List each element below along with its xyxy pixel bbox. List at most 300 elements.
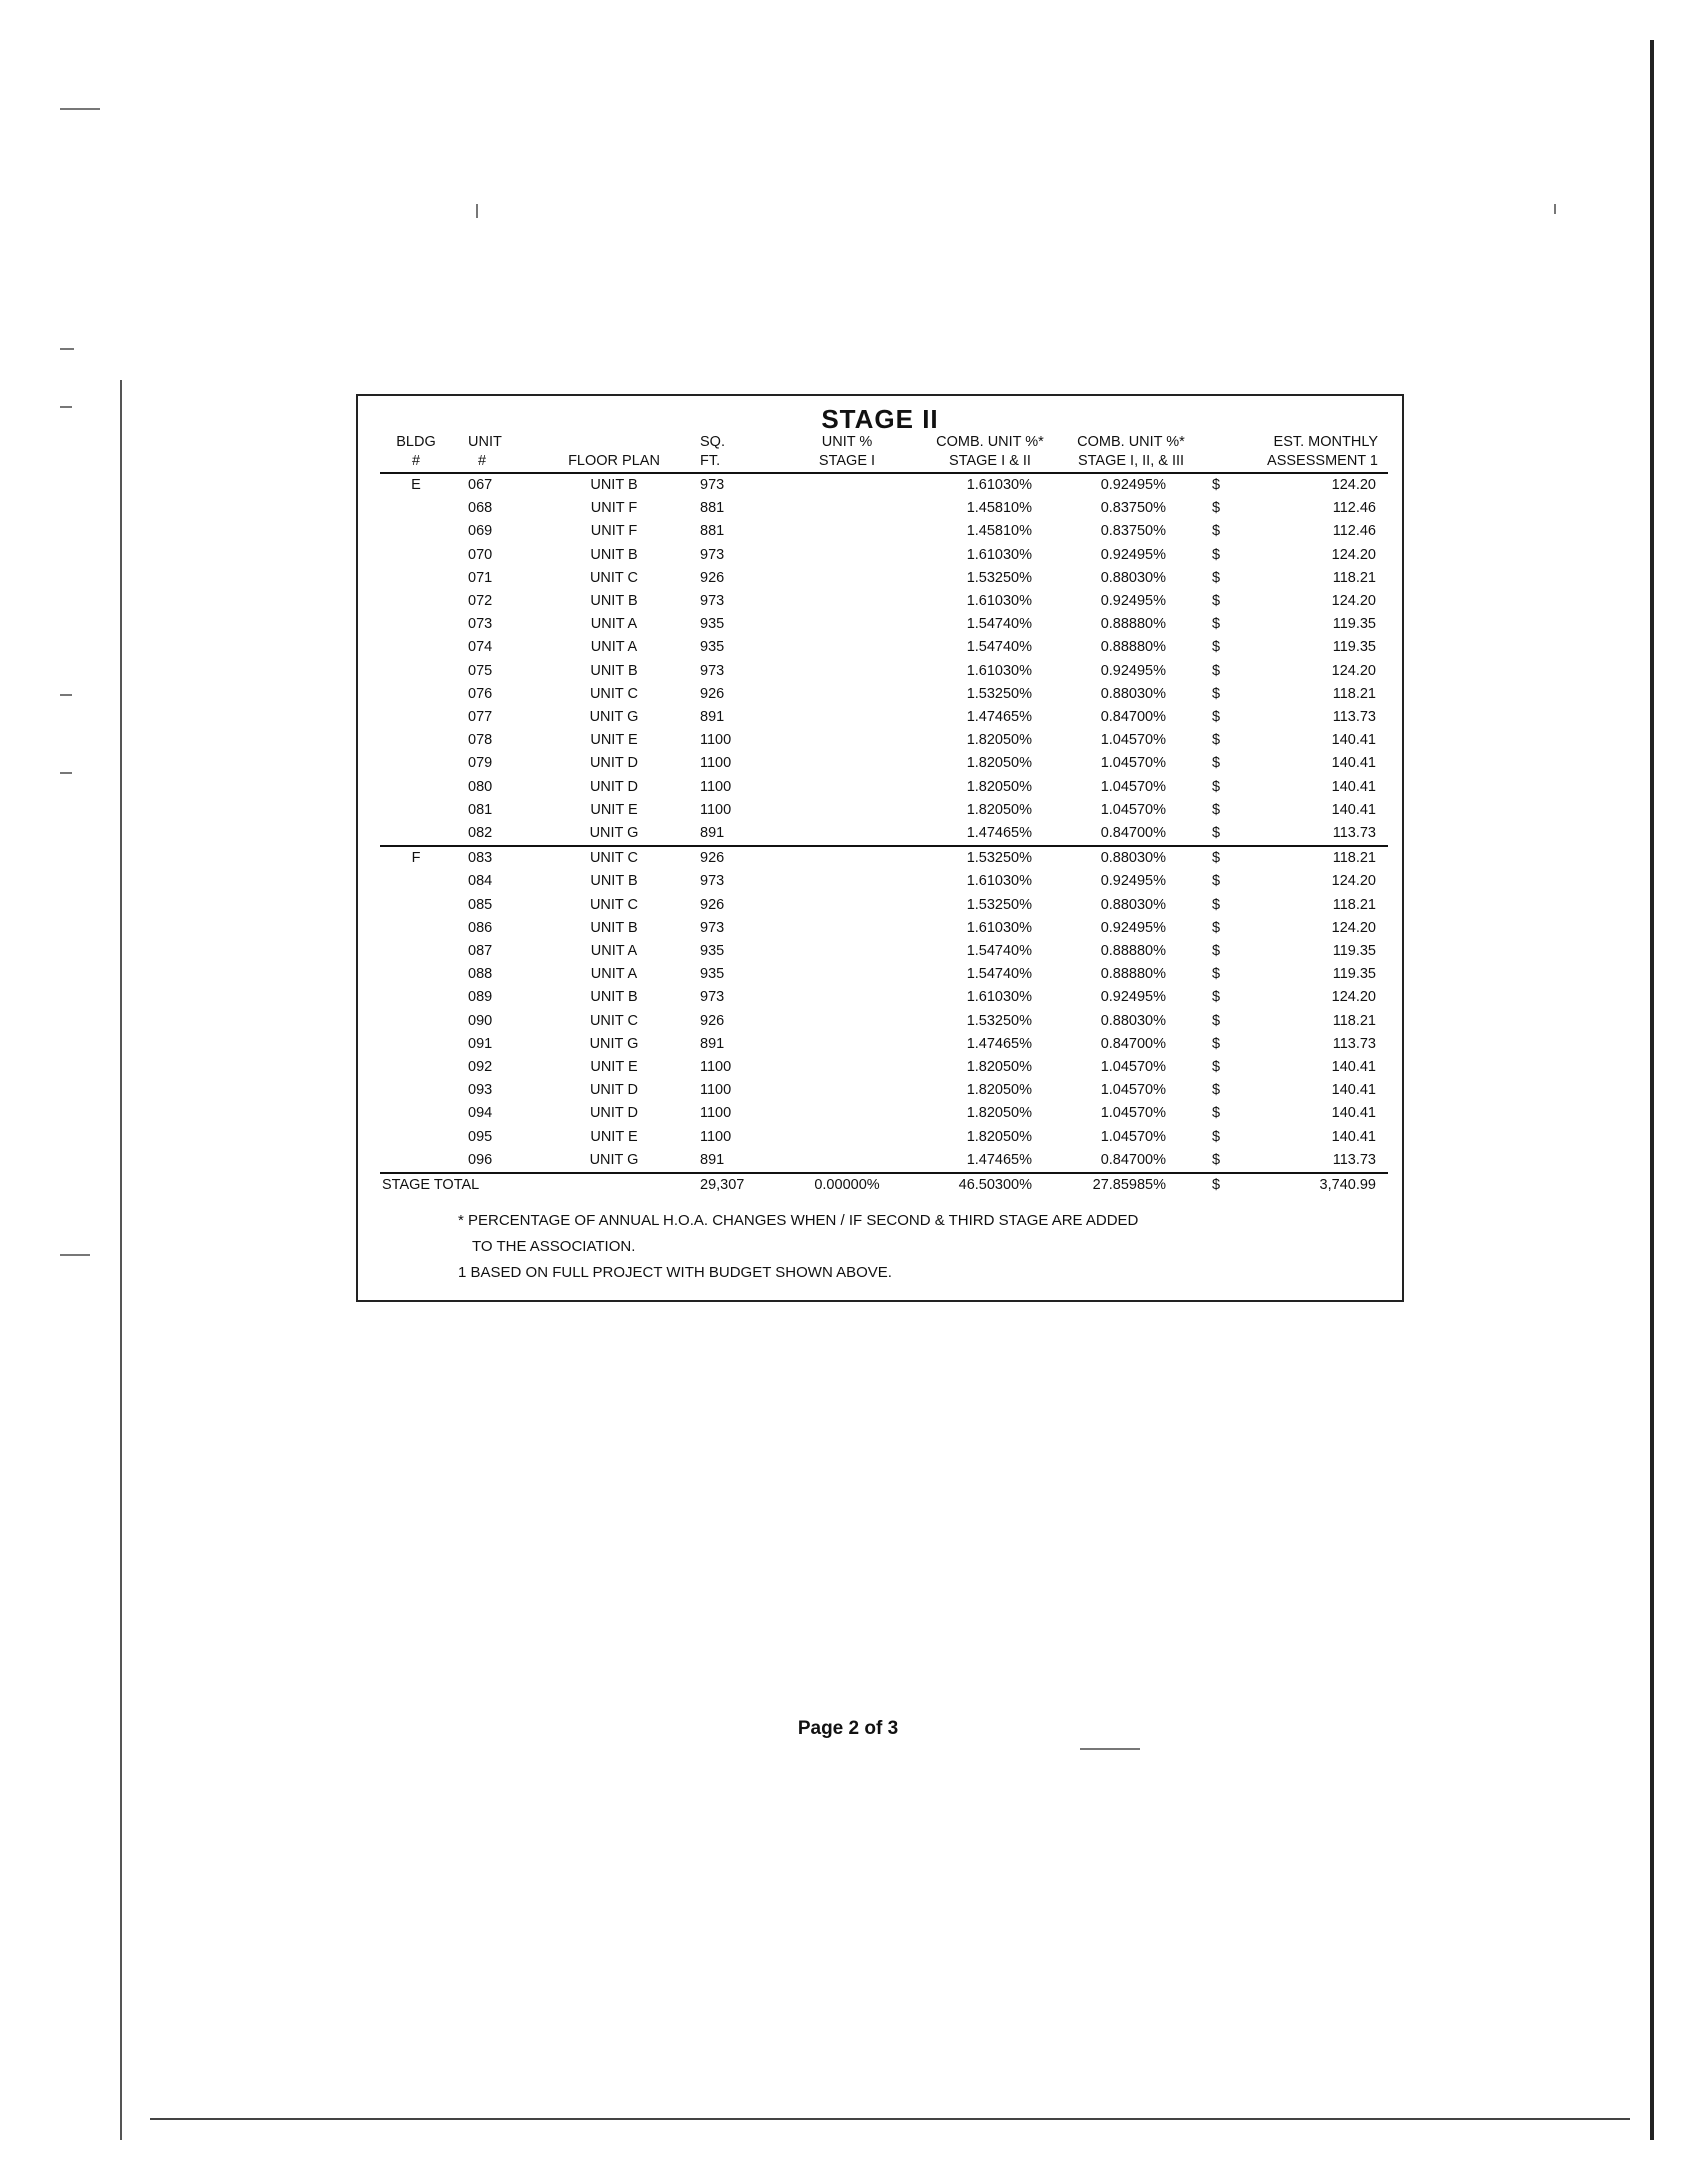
cell-unit-pct-stage1 [778,567,916,590]
header-sq-ft-2: FT. [698,453,778,473]
cell-unit-pct-stage1 [778,870,916,893]
stage-total-dollar: $ [1198,1173,1242,1197]
cell-dollar-sign: $ [1212,919,1221,936]
table-row [380,776,1388,799]
cell-comb-pct-12: 1.47465% [966,1151,1032,1168]
scan-speck [60,406,72,408]
cell-dollar-sign: $ [1212,989,1221,1006]
cell-floor-plan: UNIT B [590,662,638,679]
cell-floor-plan: UNIT A [590,943,638,960]
table-row [380,1056,1388,1079]
cell-dollar-sign: $ [1212,523,1221,540]
cell-unit-number: 089 [468,989,493,1006]
cell-dollar-sign: $ [1212,477,1221,493]
cell-floor-plan: UNIT B [590,873,638,890]
table-row [380,660,1388,683]
cell-floor-plan: UNIT A [590,639,638,656]
cell-floor-plan: UNIT B [590,989,638,1006]
cell-monthly-assessment: 112.46 [1332,500,1376,517]
cell-comb-pct-12: 1.61030% [966,546,1032,563]
cell-dollar-sign: $ [1212,1082,1221,1099]
header-bldg-2: # [380,453,452,473]
stage-total-label: STAGE TOTAL [380,1173,698,1197]
cell-comb-pct-123: 0.88030% [1100,1012,1166,1029]
cell-unit-pct-stage1 [778,520,916,543]
cell-bldg [380,1079,452,1102]
header-assessment-2: ASSESSMENT 1 [1198,453,1388,473]
cell-floor-plan: UNIT B [590,919,638,936]
cell-unit-number: 081 [468,801,493,818]
cell-unit-number: 067 [468,477,493,493]
cell-floor-plan: UNIT A [590,966,638,983]
header-row-1 [380,434,1388,453]
stage-table-box [356,394,1404,1302]
cell-bldg [380,822,452,846]
scan-edge-left [120,380,122,2140]
cell-unit-pct-stage1 [778,613,916,636]
cell-unit-number: 075 [468,662,493,679]
cell-monthly-assessment: 124.20 [1331,662,1376,679]
stage-total-amount: 3,740.99 [1242,1173,1388,1197]
cell-comb-pct-123: 0.83750% [1100,523,1166,540]
cell-unit-number: 068 [468,500,493,517]
cell-unit-number: 092 [468,1059,493,1076]
cell-sq-ft: 926 [700,685,725,702]
scan-speck [476,204,478,218]
cell-dollar-sign: $ [1212,755,1221,772]
cell-comb-pct-123: 0.92495% [1100,593,1166,610]
cell-unit-pct-stage1 [778,917,916,940]
cell-comb-pct-12: 1.82050% [966,778,1032,795]
cell-comb-pct-123: 0.84700% [1100,1151,1166,1168]
cell-sq-ft: 1100 [700,732,732,749]
cell-bldg: E [411,477,421,493]
cell-sq-ft: 891 [700,709,725,726]
cell-bldg [380,1056,452,1079]
footnote-line: * PERCENTAGE OF ANNUAL H.O.A. CHANGES WHEN / IF SECOND & THIRD STAGE ARE ADDED [458,1212,1139,1229]
cell-sq-ft: 1100 [700,1059,732,1076]
cell-comb-pct-123: 0.88880% [1100,943,1166,960]
cell-floor-plan: UNIT C [589,685,639,702]
table-row [380,1079,1388,1102]
cell-floor-plan: UNIT D [589,1105,639,1122]
cell-unit-number: 093 [468,1082,493,1099]
cell-floor-plan: UNIT G [589,825,639,842]
cell-monthly-assessment: 118.21 [1332,685,1376,702]
cell-floor-plan: UNIT C [589,569,639,586]
cell-dollar-sign: $ [1212,1105,1221,1122]
cell-unit-pct-stage1 [778,473,916,497]
scan-speck [1080,1748,1140,1750]
cell-bldg [380,1102,452,1125]
cell-sq-ft: 973 [700,593,725,610]
cell-dollar-sign: $ [1212,966,1221,983]
cell-bldg [380,520,452,543]
cell-unit-number: 076 [468,685,493,702]
cell-unit-pct-stage1 [778,1126,916,1149]
table-row [380,706,1388,729]
cell-dollar-sign: $ [1212,685,1221,702]
cell-monthly-assessment: 112.46 [1332,523,1376,540]
stage-total-sqft: 29,307 [698,1173,778,1197]
cell-floor-plan: UNIT B [590,546,638,563]
cell-unit-pct-stage1 [778,1102,916,1125]
cell-comb-pct-123: 1.04570% [1100,778,1166,795]
table-row [380,590,1388,613]
cell-monthly-assessment: 140.41 [1331,801,1376,818]
cell-monthly-assessment: 140.41 [1331,1059,1376,1076]
cell-comb-pct-123: 1.04570% [1100,801,1166,818]
scan-speck [60,694,72,696]
cell-bldg [380,567,452,590]
cell-unit-pct-stage1 [778,940,916,963]
cell-unit-number: 082 [468,825,493,842]
cell-bldg [380,1149,452,1173]
cell-unit-number: 096 [468,1151,493,1168]
scan-edge-right [1650,40,1654,2140]
table-row [380,870,1388,893]
cell-unit-pct-stage1 [778,544,916,567]
cell-comb-pct-12: 1.53250% [916,846,1064,870]
cell-dollar-sign: $ [1212,593,1221,610]
cell-comb-pct-12: 1.82050% [966,1059,1032,1076]
header-bldg-1: BLDG [396,434,436,450]
cell-monthly-assessment: 118.21 [1332,569,1376,586]
cell-unit-pct-stage1 [778,1010,916,1033]
cell-sq-ft: 891 [700,1035,725,1052]
cell-floor-plan: UNIT D [589,755,639,772]
cell-bldg [380,544,452,567]
cell-comb-pct-12: 1.61030% [966,919,1032,936]
cell-unit-number: 091 [468,1035,493,1052]
cell-bldg [380,636,452,659]
cell-dollar-sign: $ [1212,896,1221,913]
cell-comb-pct-123: 0.83750% [1100,500,1166,517]
cell-monthly-assessment: 124.20 [1331,593,1376,610]
cell-monthly-assessment: 140.41 [1331,778,1376,795]
cell-floor-plan: UNIT A [590,616,638,633]
cell-dollar-sign: $ [1212,778,1221,795]
cell-comb-pct-12: 1.53250% [966,569,1032,586]
cell-floor-plan: UNIT D [589,1082,639,1099]
cell-dollar-sign: $ [1212,616,1221,633]
table-row [380,1010,1388,1033]
cell-comb-pct-12: 1.54740% [966,639,1032,656]
header-comb-123-2: STAGE I, II, & III [1064,453,1198,473]
cell-monthly-assessment: 140.41 [1331,1082,1376,1099]
cell-monthly-assessment: 118.21 [1242,846,1388,870]
page-number: Page 2 of 3 [797,1718,899,1739]
cell-unit-pct-stage1 [778,776,916,799]
cell-comb-pct-123: 0.92495% [1100,873,1166,890]
cell-unit-pct-stage1 [778,822,916,846]
cell-bldg [380,986,452,1009]
cell-comb-pct-123: 0.92495% [1100,919,1166,936]
cell-unit-pct-stage1 [778,706,916,729]
cell-comb-pct-123: 0.88880% [1100,639,1166,656]
table-row [380,1149,1388,1173]
scan-speck [60,348,74,350]
table-row [380,613,1388,636]
cell-monthly-assessment: 124.20 [1331,919,1376,936]
cell-unit-pct-stage1 [778,660,916,683]
cell-sq-ft: 935 [700,966,725,983]
cell-sq-ft: 973 [700,477,725,493]
table-row [380,683,1388,706]
cell-bldg [380,706,452,729]
cell-comb-pct-123: 1.04570% [1100,1128,1166,1145]
footnote-line: 1 BASED ON FULL PROJECT WITH BUDGET SHOWN ABOVE. [458,1264,892,1281]
stage-total-comb123: 27.85985% [1064,1173,1198,1197]
cell-comb-pct-123: 0.88030% [1100,685,1166,702]
cell-unit-pct-stage1 [778,1056,916,1079]
cell-monthly-assessment: 118.21 [1332,896,1376,913]
cell-dollar-sign: $ [1212,1035,1221,1052]
cell-comb-pct-123: 0.84700% [1100,825,1166,842]
header-assessment-1: EST. MONTHLY [1273,434,1378,450]
cell-monthly-assessment: 113.73 [1332,1035,1376,1052]
cell-unit-number: 088 [468,966,493,983]
cell-monthly-assessment: 119.35 [1332,639,1376,656]
cell-unit-number: 069 [468,523,493,540]
header-row-2 [380,453,1388,473]
cell-bldg [380,1126,452,1149]
cell-unit-number: 085 [468,896,493,913]
cell-sq-ft: 926 [700,569,725,586]
table-row [380,1126,1388,1149]
cell-sq-ft: 891 [700,1151,725,1168]
cell-sq-ft: 1100 [700,1105,732,1122]
cell-unit-number: 074 [468,639,493,656]
cell-bldg [380,729,452,752]
cell-bldg [380,613,452,636]
cell-floor-plan: UNIT C [589,1012,639,1029]
cell-unit-pct-stage1 [778,590,916,613]
cell-sq-ft: 881 [700,523,725,540]
cell-unit-number: 073 [468,616,493,633]
cell-sq-ft: 891 [700,825,725,842]
cell-comb-pct-12: 1.82050% [966,801,1032,818]
cell-bldg: F [380,846,452,870]
cell-comb-pct-123: 0.88880% [1100,616,1166,633]
scan-speck [60,772,72,774]
cell-sq-ft: 973 [700,662,725,679]
cell-comb-pct-123: 1.04570% [1100,1059,1166,1076]
cell-comb-pct-123: 1.04570% [1100,732,1166,749]
stage-total-pct1: 0.00000% [778,1173,916,1197]
cell-comb-pct-12: 1.54740% [966,616,1032,633]
cell-sq-ft: 973 [700,919,725,936]
cell-bldg [380,940,452,963]
cell-bldg [380,660,452,683]
cell-floor-plan: UNIT C [530,846,698,870]
cell-dollar-sign: $ [1212,1059,1221,1076]
cell-comb-pct-12: 1.61030% [966,477,1032,493]
cell-monthly-assessment: 124.20 [1331,546,1376,563]
cell-unit-pct-stage1 [778,894,916,917]
cell-comb-pct-12: 1.47465% [966,1035,1032,1052]
cell-comb-pct-12: 1.61030% [966,873,1032,890]
header-sq-ft-1: SQ. [700,434,725,450]
cell-monthly-assessment: 124.20 [1331,989,1376,1006]
cell-comb-pct-12: 1.82050% [966,732,1032,749]
cell-dollar-sign: $ [1212,1128,1221,1145]
table-row [380,544,1388,567]
cell-unit-pct-stage1 [778,963,916,986]
cell-bldg [380,1010,452,1033]
cell-comb-pct-12: 1.82050% [966,755,1032,772]
cell-dollar-sign: $ [1212,1012,1221,1029]
cell-bldg [380,590,452,613]
scan-speck [1554,204,1556,214]
scan-speck [60,1254,90,1256]
cell-sq-ft: 935 [700,943,725,960]
cell-floor-plan: UNIT C [589,896,639,913]
cell-comb-pct-123: 1.04570% [1100,755,1166,772]
table-row [380,497,1388,520]
cell-unit-number: 083 [452,846,530,870]
cell-bldg [380,963,452,986]
cell-dollar-sign: $ [1198,846,1242,870]
cell-comb-pct-12: 1.61030% [966,662,1032,679]
header-comb-12-1: COMB. UNIT %* [936,434,1044,450]
cell-floor-plan: UNIT G [589,1151,639,1168]
cell-floor-plan: UNIT F [590,523,638,540]
cell-unit-pct-stage1 [778,752,916,775]
units-table [380,434,1388,1197]
cell-comb-pct-123: 0.84700% [1100,1035,1166,1052]
cell-sq-ft: 1100 [700,801,732,818]
cell-unit-pct-stage1 [778,1149,916,1173]
cell-comb-pct-123: 1.04570% [1100,1105,1166,1122]
cell-floor-plan: UNIT E [590,732,638,749]
table-row [380,752,1388,775]
cell-unit-pct-stage1 [778,636,916,659]
header-unit-2: # [452,453,530,473]
cell-sq-ft: 935 [700,639,725,656]
header-unit-pct-2: STAGE I [778,453,916,473]
cell-comb-pct-12: 1.82050% [966,1128,1032,1145]
cell-comb-pct-123: 0.88030% [1100,569,1166,586]
cell-comb-pct-12: 1.61030% [966,593,1032,610]
cell-monthly-assessment: 119.35 [1332,966,1376,983]
cell-comb-pct-12: 1.82050% [966,1082,1032,1099]
table-row [380,1102,1388,1125]
cell-unit-pct-stage1 [778,986,916,1009]
cell-floor-plan: UNIT B [590,593,638,610]
cell-floor-plan: UNIT E [590,1128,638,1145]
cell-bldg [380,497,452,520]
cell-dollar-sign: $ [1212,732,1221,749]
cell-unit-pct-stage1 [778,729,916,752]
table-row [380,894,1388,917]
header-floor-plan-1 [530,434,698,453]
table-row [380,567,1388,590]
cell-unit-number: 071 [468,569,493,586]
units-table-body [380,473,1388,1173]
cell-sq-ft: 1100 [700,1082,732,1099]
cell-comb-pct-123: 0.92495% [1100,546,1166,563]
cell-comb-pct-123: 0.88880% [1100,966,1166,983]
table-row [380,1033,1388,1056]
cell-monthly-assessment: 113.73 [1332,825,1376,842]
cell-comb-pct-123: 0.92495% [1100,477,1166,493]
cell-bldg [380,917,452,940]
cell-comb-pct-12: 1.54740% [966,943,1032,960]
cell-unit-number: 072 [468,593,493,610]
cell-sq-ft: 973 [700,873,725,890]
footnote-line: TO THE ASSOCIATION. [472,1238,636,1255]
cell-monthly-assessment: 113.73 [1332,1151,1376,1168]
header-comb-123-1: COMB. UNIT %* [1077,434,1185,450]
table-row [380,729,1388,752]
table-row [380,917,1388,940]
cell-monthly-assessment: 124.20 [1331,477,1376,493]
cell-unit-pct-stage1 [778,1033,916,1056]
cell-floor-plan: UNIT G [589,709,639,726]
cell-comb-pct-123: 1.04570% [1100,1082,1166,1099]
cell-bldg [380,1033,452,1056]
stage-total-row [380,1173,1388,1197]
cell-floor-plan: UNIT D [589,778,639,795]
cell-comb-pct-12: 1.82050% [966,1105,1032,1122]
cell-unit-pct-stage1 [778,497,916,520]
cell-monthly-assessment: 119.35 [1332,943,1376,960]
stage-title: STAGE II [821,404,939,434]
cell-sq-ft: 926 [700,1012,725,1029]
cell-bldg [380,776,452,799]
cell-comb-pct-12: 1.47465% [966,825,1032,842]
cell-unit-number: 095 [468,1128,493,1145]
table-row [380,520,1388,543]
cell-sq-ft: 1100 [700,1128,732,1145]
cell-unit-pct-stage1 [778,683,916,706]
cell-monthly-assessment: 119.35 [1332,616,1376,633]
cell-dollar-sign: $ [1212,662,1221,679]
cell-comb-pct-12: 1.45810% [966,500,1032,517]
cell-bldg [380,752,452,775]
cell-sq-ft: 926 [700,896,725,913]
cell-monthly-assessment: 118.21 [1332,1012,1376,1029]
cell-dollar-sign: $ [1212,825,1221,842]
cell-unit-number: 079 [468,755,493,772]
header-floor-plan-2: FLOOR PLAN [530,453,698,473]
cell-dollar-sign: $ [1212,500,1221,517]
cell-sq-ft: 973 [700,546,725,563]
header-unit-1: UNIT [468,434,502,450]
cell-comb-pct-123: 0.92495% [1100,989,1166,1006]
cell-comb-pct-123: 0.92495% [1100,662,1166,679]
cell-dollar-sign: $ [1212,873,1221,890]
cell-unit-number: 086 [468,919,493,936]
cell-bldg [380,894,452,917]
cell-sq-ft: 935 [700,616,725,633]
cell-monthly-assessment: 113.73 [1332,709,1376,726]
cell-dollar-sign: $ [1212,546,1221,563]
cell-dollar-sign: $ [1212,639,1221,656]
cell-floor-plan: UNIT G [589,1035,639,1052]
scan-edge-bottom [150,2118,1630,2120]
cell-unit-number: 070 [468,546,493,563]
cell-monthly-assessment: 140.41 [1331,1128,1376,1145]
table-row [380,473,1388,497]
table-row [380,636,1388,659]
cell-comb-pct-12: 1.53250% [966,1012,1032,1029]
cell-comb-pct-12: 1.45810% [966,523,1032,540]
cell-floor-plan: UNIT E [590,1059,638,1076]
cell-floor-plan: UNIT F [590,500,638,517]
cell-sq-ft: 926 [698,846,778,870]
